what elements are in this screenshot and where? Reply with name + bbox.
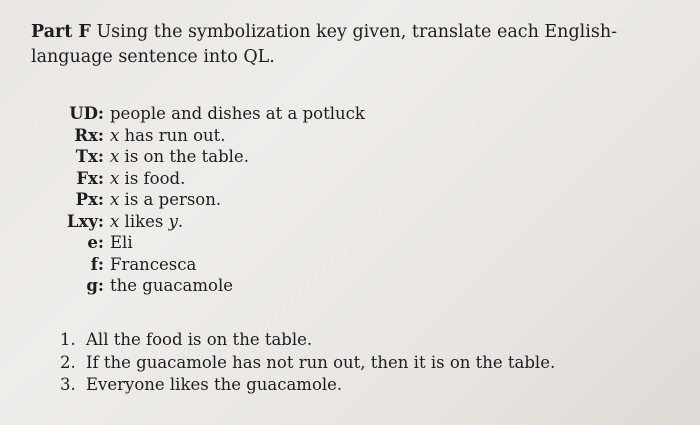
key-definition: x is food.: [110, 168, 186, 188]
key-symbol: Rx:: [74, 125, 104, 145]
key-definition: x has run out.: [110, 125, 226, 145]
part-label: Part F: [31, 22, 91, 42]
key-definition: Eli: [110, 233, 133, 252]
key-definition: x likes y.: [110, 211, 184, 231]
key-row-l: [48, 211, 365, 233]
key-symbol: e:: [87, 233, 104, 252]
key-row-f-pred: [48, 168, 365, 190]
problem-number: 1.: [60, 330, 76, 349]
key-row-t: [48, 146, 365, 168]
key-row-r: [48, 125, 365, 147]
key-definition: x is on the table.: [110, 147, 249, 166]
instruction-text: Using the symbolization key given, translate each English-language sentence into QL.: [31, 22, 618, 67]
problem-list: [60, 329, 555, 397]
exercise-heading: [31, 20, 691, 70]
key-definition: the guacamole: [110, 276, 233, 295]
problem-item: [60, 374, 555, 397]
symbolization-key: [48, 103, 365, 297]
key-row-p: [48, 189, 365, 211]
key-symbol: UD:: [69, 104, 104, 123]
key-row-g: [48, 275, 365, 297]
key-symbol: Fx:: [76, 168, 104, 188]
problem-number: 2.: [60, 352, 76, 372]
key-symbol: Tx:: [75, 147, 104, 166]
key-row-f-const: [48, 254, 365, 276]
key-symbol: f:: [90, 254, 104, 274]
key-symbol: Lxy:: [66, 211, 104, 231]
problem-text: All the food is on the table.: [86, 330, 313, 349]
key-symbol: g:: [86, 276, 104, 295]
problem-item: [60, 329, 555, 352]
problem-number: 3.: [60, 375, 76, 394]
key-row-ud: [48, 103, 365, 125]
key-row-e: [48, 232, 365, 254]
key-symbol: Px:: [75, 190, 104, 209]
problem-text: Everyone likes the guacamole.: [86, 375, 343, 394]
problem-item: [60, 352, 555, 375]
key-definition: x is a person.: [110, 190, 222, 209]
problem-text: If the guacamole has not run out, then it is on the table.: [86, 352, 556, 372]
key-definition: Francesca: [110, 254, 197, 274]
key-definition: people and dishes at a potluck: [110, 104, 365, 123]
